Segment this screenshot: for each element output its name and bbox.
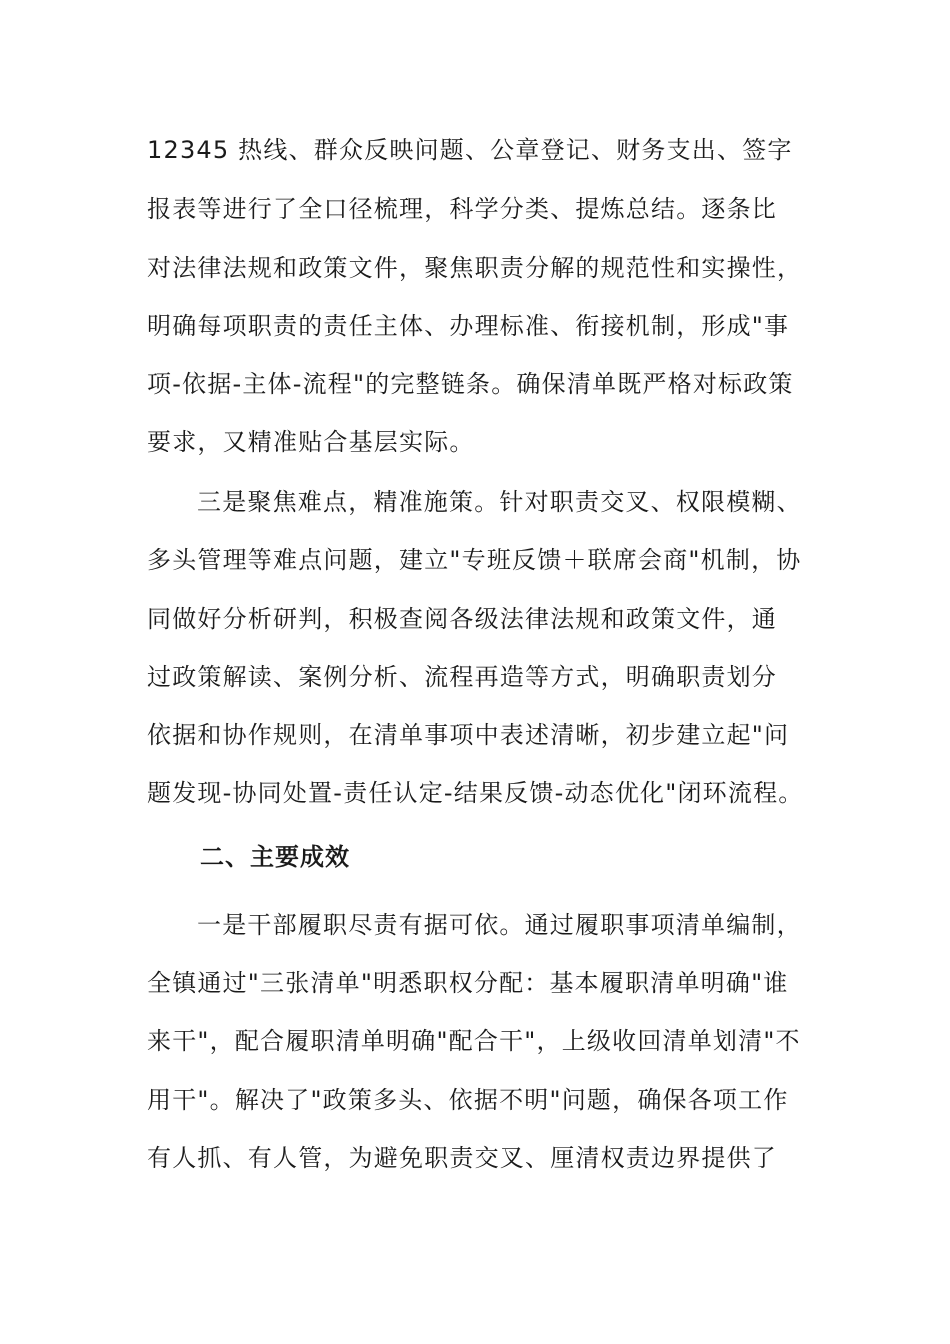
paragraph-line: 对法律法规和政策文件，聚焦职责分解的规范性和实操性， bbox=[147, 254, 803, 282]
paragraph-line: 用干"。解决了"政策多头、依据不明"问题，确保各项工作 bbox=[147, 1086, 789, 1114]
paragraph-line: 12345 热线、群众反映问题、公章登记、财务支出、签字 bbox=[147, 136, 793, 164]
paragraph-line: 依据和协作规则，在清单事项中表述清晰，初步建立起"问 bbox=[147, 721, 790, 749]
paragraph-line: 过政策解读、案例分析、流程再造等方式，明确职责划分 bbox=[147, 663, 777, 691]
paragraph-line: 三是聚焦难点，精准施策。针对职责交叉、权限模糊、 bbox=[197, 488, 802, 516]
paragraph-line: 题发现-协同处置-责任认定-结果反馈-动态优化"闭环流程。 bbox=[147, 779, 804, 807]
paragraph-line: 一是干部履职尽责有据可依。通过履职事项清单编制， bbox=[197, 911, 802, 939]
paragraph-line: 同做好分析研判，积极查阅各级法律法规和政策文件，通 bbox=[147, 605, 777, 633]
paragraph-line: 来干"，配合履职清单明确"配合干"，上级收回清单划清"不 bbox=[147, 1027, 801, 1055]
paragraph-line: 项-依据-主体-流程"的完整链条。确保清单既严格对标政策 bbox=[147, 370, 794, 398]
paragraph-line: 多头管理等难点问题，建立"专班反馈＋联席会商"机制，协 bbox=[147, 546, 802, 574]
section-heading: 二、主要成效 bbox=[200, 843, 350, 871]
paragraph-line: 要求，又精准贴合基层实际。 bbox=[147, 428, 475, 456]
paragraph-line: 全镇通过"三张清单"明悉职权分配：基本履职清单明确"谁 bbox=[147, 969, 789, 997]
paragraph-line: 有人抓、有人管，为避免职责交叉、厘清权责边界提供了 bbox=[147, 1144, 777, 1172]
paragraph-line: 报表等进行了全口径梳理，科学分类、提炼总结。逐条比 bbox=[147, 195, 777, 223]
paragraph-line: 明确每项职责的责任主体、办理标准、衔接机制，形成"事 bbox=[147, 312, 790, 340]
